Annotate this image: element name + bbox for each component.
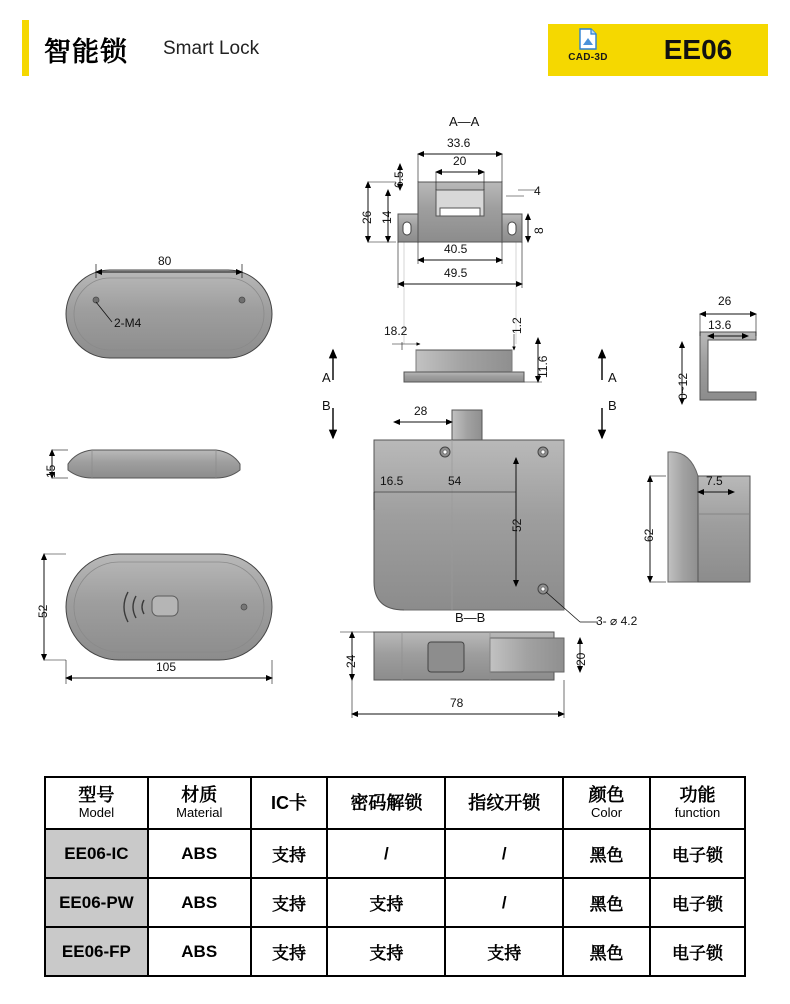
dim-right-62: 62 [642, 528, 656, 542]
col-header-ic [251, 777, 328, 829]
label-holes-2m4: 2-M4 [114, 316, 142, 330]
dim-plate-28: 28 [414, 404, 428, 418]
section-label-bb: B—B [455, 610, 486, 625]
cell-password: / [327, 829, 445, 878]
dim-side-height-15: 15 [44, 464, 58, 478]
col-header-material [148, 777, 251, 829]
dim-plate-16-5: 16.5 [380, 474, 404, 488]
cell-function: 电子锁 [650, 878, 745, 927]
dim-bracket-1-2: 1.2 [510, 317, 524, 334]
cell-material: ABS [148, 829, 251, 878]
section-arrow-a-right: A [608, 370, 617, 385]
cell-model: EE06-IC [45, 829, 148, 878]
col-header-ic-cn: IC卡 [271, 793, 308, 813]
cell-material: ABS [148, 927, 251, 976]
col-header-password [327, 777, 445, 829]
dim-aa-49-5: 49.5 [444, 266, 468, 280]
cell-password: 支持 [327, 878, 445, 927]
dim-aa-4: 4 [534, 184, 541, 198]
dim-bb-78: 78 [450, 696, 464, 710]
dim-aa-33-6: 33.6 [447, 136, 471, 150]
cell-color: 黑色 [563, 829, 650, 878]
col-header-function [650, 777, 745, 829]
cell-color: 黑色 [563, 927, 650, 976]
cell-ic: 支持 [251, 878, 328, 927]
table-row [45, 878, 745, 927]
cell-material: ABS [148, 878, 251, 927]
col-header-fingerprint-cn: 指纹开锁 [468, 793, 541, 813]
dim-plate-52: 52 [510, 518, 524, 532]
col-header-password-cn: 密码解锁 [350, 793, 423, 813]
section-arrow-b-left: B [322, 398, 331, 413]
page-3d-icon [577, 28, 599, 50]
section-arrow-b-right: B [608, 398, 617, 413]
page-title-cn: 智能锁 [44, 37, 128, 67]
dim-bb-24: 24 [344, 654, 358, 668]
col-header-function-cn: 功能 [679, 785, 716, 805]
dim-aa-14: 14 [380, 210, 394, 224]
cell-model: EE06-PW [45, 878, 148, 927]
model-badge-label: EE06 [663, 34, 733, 65]
dim-aa-40-5: 40.5 [444, 242, 468, 256]
dim-front-height-52: 52 [36, 604, 50, 618]
table-header-row [45, 777, 745, 829]
dim-aa-26: 26 [360, 210, 374, 224]
page-header [0, 0, 790, 92]
dim-aa-20: 20 [453, 154, 467, 168]
technical-drawing-area [0, 92, 790, 760]
cad-3d-label: CAD-3D [568, 52, 608, 63]
dim-bracket-18-2: 18.2 [384, 324, 408, 338]
col-header-model-cn: 型号 [78, 785, 115, 805]
cad-3d-badge [548, 24, 628, 76]
cell-function: 电子锁 [650, 927, 745, 976]
cell-fingerprint: / [445, 878, 563, 927]
col-header-fingerprint [445, 777, 563, 829]
col-header-material-en: Material [176, 805, 223, 820]
cell-fingerprint: 支持 [445, 927, 563, 976]
cell-password: 支持 [327, 927, 445, 976]
dim-aa-8: 8 [532, 227, 546, 234]
table-row [45, 829, 745, 878]
drawing-vectors [0, 92, 790, 760]
dim-top-width-80: 80 [158, 254, 172, 268]
page-title-en: Smart Lock [163, 38, 260, 59]
col-header-model [45, 777, 148, 829]
cell-model: EE06-FP [45, 927, 148, 976]
col-header-color-cn: 颜色 [588, 785, 625, 805]
dim-right-13-6: 13.6 [708, 318, 732, 332]
col-header-color [563, 777, 650, 829]
dim-right-0-12: 0~12 [676, 372, 690, 400]
callout-holes-3-d4-2: 3- ⌀ 4.2 [596, 614, 638, 628]
dim-plate-54: 54 [448, 474, 462, 488]
col-header-color-en: Color [591, 805, 623, 820]
section-label-aa: A—A [449, 114, 480, 129]
model-badge [628, 24, 768, 76]
col-header-model-en: Model [78, 805, 115, 820]
dim-bb-20: 20 [574, 652, 588, 666]
cell-color: 黑色 [563, 878, 650, 927]
dim-aa-6-5: 6.5 [392, 171, 406, 188]
cell-ic: 支持 [251, 829, 328, 878]
cell-ic: 支持 [251, 927, 328, 976]
spec-table [44, 776, 746, 977]
cell-fingerprint: / [445, 829, 563, 878]
section-arrow-a-left: A [322, 370, 331, 385]
dim-right-7-5: 7.5 [706, 474, 723, 488]
dim-front-width-105: 105 [156, 660, 177, 674]
col-header-function-en: function [674, 805, 721, 820]
col-header-material-cn: 材质 [181, 785, 218, 805]
table-row [45, 927, 745, 976]
cell-function: 电子锁 [650, 829, 745, 878]
dim-right-26: 26 [718, 294, 732, 308]
dim-bracket-11-6: 11.6 [536, 355, 550, 378]
header-accent-bar [22, 20, 29, 76]
spec-table-head [45, 777, 745, 829]
spec-table-body [45, 829, 745, 976]
